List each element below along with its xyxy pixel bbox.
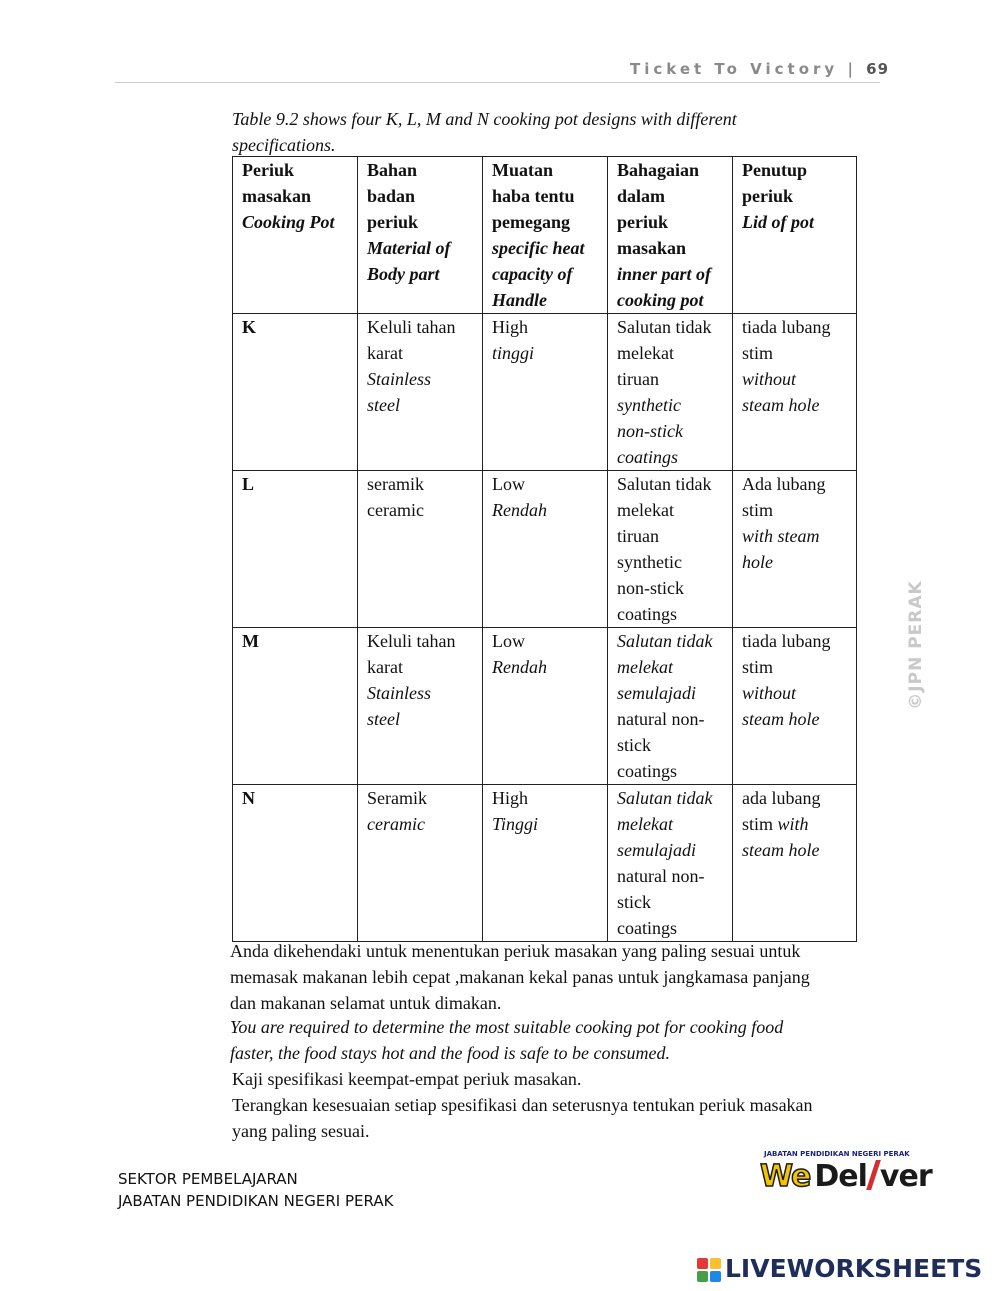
table-header-row bbox=[233, 157, 857, 314]
cell-material bbox=[358, 628, 483, 785]
cell-line: High bbox=[492, 788, 528, 808]
pot-label: M bbox=[242, 631, 259, 651]
cell-line: tiruan bbox=[617, 526, 659, 546]
cell-line: Keluli tahan bbox=[367, 631, 456, 651]
logo-we: We bbox=[760, 1159, 811, 1194]
header-text: Bahan bbox=[367, 160, 418, 180]
logo-wordmark bbox=[760, 1159, 935, 1194]
cell-line: steam hole bbox=[742, 709, 820, 729]
cell-line: tiruan bbox=[617, 369, 659, 389]
header-text: Periuk bbox=[242, 160, 294, 180]
header-material bbox=[358, 157, 483, 314]
cell-line: stim bbox=[742, 500, 774, 520]
header-text: badan bbox=[367, 186, 416, 206]
cooking-pot-spec-table bbox=[232, 156, 857, 942]
pot-label: K bbox=[242, 317, 257, 337]
cell-line: tiada lubang bbox=[742, 631, 831, 651]
header-text: pemegang bbox=[492, 212, 570, 232]
cell-line: tinggi bbox=[492, 343, 535, 363]
cell-line: Seramik bbox=[367, 788, 427, 808]
cell-line: Ada lubang bbox=[742, 474, 826, 494]
malay-instruction bbox=[230, 938, 875, 1016]
table-row bbox=[233, 628, 857, 785]
cell-line: Salutan tidak bbox=[617, 788, 713, 808]
header-text: Penutup bbox=[742, 160, 808, 180]
cell-heat bbox=[483, 314, 608, 471]
cell-line: non-stick bbox=[617, 578, 684, 598]
instruction-line: memasak makanan lebih cepat ,makanan kekal panas untuk jangkamasa panjang bbox=[230, 967, 810, 987]
cell-line: Rendah bbox=[492, 657, 547, 677]
cell-line: ceramic bbox=[367, 500, 424, 520]
cell-line: without bbox=[742, 683, 797, 703]
pot-label: L bbox=[242, 474, 255, 494]
header-separator: | bbox=[847, 60, 857, 78]
header-text: Cooking Pot bbox=[242, 212, 335, 232]
liveworksheets-brand bbox=[697, 1254, 997, 1286]
logo-ver: ver bbox=[879, 1159, 932, 1194]
logo-subtitle: JABATAN PENDIDIKAN NEGERI PERAK bbox=[764, 1150, 910, 1158]
cell-line: Salutan tidak bbox=[617, 631, 713, 651]
cell-lid bbox=[733, 314, 857, 471]
cell-line: coatings bbox=[617, 447, 678, 467]
header-text: Body part bbox=[367, 264, 440, 284]
cell-line: Low bbox=[492, 474, 525, 494]
header-text: Material of bbox=[367, 238, 451, 258]
cell-line: semulajadi bbox=[617, 840, 696, 860]
cell-inner bbox=[608, 785, 733, 942]
header-text: Bahagaian bbox=[617, 160, 700, 180]
cell-line: Salutan tidak bbox=[617, 474, 712, 494]
cell-line: Stainless bbox=[367, 683, 432, 703]
cell-inner bbox=[608, 628, 733, 785]
cell-lid bbox=[733, 785, 857, 942]
header-text: dalam bbox=[617, 186, 666, 206]
table-row bbox=[233, 314, 857, 471]
task-line: Terangkan kesesuaian setiap spesifikasi dan seterusnya tentukan periuk masakan bbox=[232, 1095, 813, 1115]
header-text: capacity of bbox=[492, 264, 573, 284]
cell-line: ceramic bbox=[367, 814, 425, 834]
header-inner-part bbox=[608, 157, 733, 314]
cell-heat bbox=[483, 471, 608, 628]
instruction-line: You are required to determine the most suitable cooking pot for cooking food bbox=[230, 1017, 784, 1037]
task-two bbox=[232, 1092, 877, 1144]
cell-line: Rendah bbox=[492, 500, 547, 520]
cell-line: melekat bbox=[617, 814, 673, 834]
caption-line: Table 9.2 shows four K, L, M and N cooking pot designs with different bbox=[232, 109, 737, 129]
cell-line: stim bbox=[742, 657, 774, 677]
cell-line: karat bbox=[367, 657, 403, 677]
cell-line: seramik bbox=[367, 474, 424, 494]
cell-line: synthetic bbox=[617, 552, 682, 572]
caption-line: specifications. bbox=[232, 135, 336, 155]
italic-fragment: with bbox=[777, 814, 809, 834]
header-text: cooking pot bbox=[617, 290, 704, 310]
header-heat-capacity bbox=[483, 157, 608, 314]
header-text: haba tentu bbox=[492, 186, 575, 206]
instruction-line: dan makanan selamat untuk dimakan. bbox=[230, 993, 502, 1013]
footer-line-1: SEKTOR PEMBELAJARAN bbox=[118, 1170, 298, 1188]
header-text: periuk bbox=[367, 212, 419, 232]
cell-material bbox=[358, 785, 483, 942]
cell-line: coatings bbox=[617, 604, 677, 624]
header-title: Ticket To Victory bbox=[630, 60, 839, 78]
cell-line: with steam bbox=[742, 526, 820, 546]
logo-del: Del bbox=[814, 1159, 867, 1194]
english-instruction bbox=[230, 1014, 875, 1066]
task-line: yang paling sesuai. bbox=[232, 1121, 370, 1141]
cell-lid bbox=[733, 628, 857, 785]
pot-label: N bbox=[242, 788, 255, 808]
cell-line: melekat bbox=[617, 500, 674, 520]
header-text: inner part of bbox=[617, 264, 712, 284]
cell-line: steam hole bbox=[742, 840, 820, 860]
liveworksheets-blocks-icon bbox=[697, 1258, 721, 1282]
liveworksheets-wordmark: LIVEWORKSHEETS bbox=[725, 1254, 983, 1283]
header-text: Muatan bbox=[492, 160, 554, 180]
cell-line: steel bbox=[367, 709, 400, 729]
cell-line: stim bbox=[742, 343, 774, 363]
cell-line: ada lubang bbox=[742, 788, 821, 808]
cell-heat bbox=[483, 785, 608, 942]
cell-line: Salutan tidak bbox=[617, 317, 712, 337]
cell-pot-label bbox=[233, 314, 358, 471]
cell-line: melekat bbox=[617, 343, 674, 363]
table-row bbox=[233, 785, 857, 942]
cell-material bbox=[358, 471, 483, 628]
table-caption bbox=[232, 106, 852, 158]
table-row bbox=[233, 471, 857, 628]
header-text: masakan bbox=[242, 186, 312, 206]
jpn-perak-watermark: ©JPN PERAK bbox=[906, 580, 926, 710]
header-text: Lid of pot bbox=[742, 212, 814, 232]
page-header bbox=[630, 60, 890, 78]
cell-line: stick bbox=[617, 892, 651, 912]
cell-pot-label bbox=[233, 471, 358, 628]
cell-pot-label bbox=[233, 628, 358, 785]
footer-line-2: JABATAN PENDIDIKAN NEGERI PERAK bbox=[118, 1192, 394, 1210]
cell-line: semulajadi bbox=[617, 683, 696, 703]
cell-line: Keluli tahan bbox=[367, 317, 456, 337]
header-text: Handle bbox=[492, 290, 548, 310]
cell-line: coatings bbox=[617, 761, 677, 781]
cell-line: stim with bbox=[742, 814, 809, 834]
cell-line: melekat bbox=[617, 657, 673, 677]
header-lid bbox=[733, 157, 857, 314]
cell-line: Stainless bbox=[367, 369, 432, 389]
cell-line: Low bbox=[492, 631, 525, 651]
cell-line: Tinggi bbox=[492, 814, 539, 834]
cell-lid bbox=[733, 471, 857, 628]
cell-heat bbox=[483, 628, 608, 785]
header-divider bbox=[115, 82, 880, 83]
cell-pot-label bbox=[233, 785, 358, 942]
instruction-line: Anda dikehendaki untuk menentukan periuk masakan yang paling sesuai untuk bbox=[230, 941, 801, 961]
cell-line: without bbox=[742, 369, 797, 389]
header-cooking-pot bbox=[233, 157, 358, 314]
header-text: periuk bbox=[742, 186, 794, 206]
cell-line: steel bbox=[367, 395, 400, 415]
cell-inner bbox=[608, 471, 733, 628]
header-text: masakan bbox=[617, 238, 687, 258]
task-one: Kaji spesifikasi keempat-empat periuk masakan. bbox=[232, 1069, 582, 1089]
cell-line: hole bbox=[742, 552, 773, 572]
header-text: specific heat bbox=[492, 238, 585, 258]
cell-line: synthetic bbox=[617, 395, 681, 415]
we-deliver-logo bbox=[760, 1150, 935, 1200]
cell-line: stick bbox=[617, 735, 651, 755]
header-text: periuk bbox=[617, 212, 669, 232]
cell-line: natural non- bbox=[617, 709, 705, 729]
cell-line: tiada lubang bbox=[742, 317, 831, 337]
cell-line: natural non- bbox=[617, 866, 705, 886]
cell-inner bbox=[608, 314, 733, 471]
cell-line: High bbox=[492, 317, 528, 337]
page-number: 69 bbox=[866, 60, 890, 78]
cell-line: karat bbox=[367, 343, 403, 363]
instruction-line: faster, the food stays hot and the food is safe to be consumed. bbox=[230, 1043, 670, 1063]
cell-line: steam hole bbox=[742, 395, 820, 415]
slash-icon bbox=[866, 1160, 881, 1190]
footer-department bbox=[118, 1168, 393, 1212]
cell-material bbox=[358, 314, 483, 471]
cell-line: coatings bbox=[617, 918, 677, 938]
cell-line: non-stick bbox=[617, 421, 683, 441]
